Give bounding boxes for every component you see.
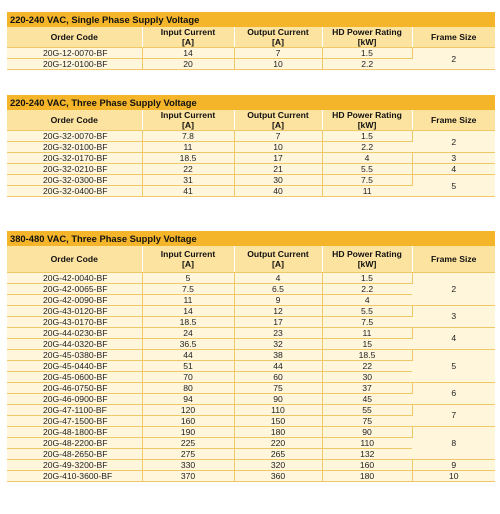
table-row bbox=[7, 153, 495, 164]
frame-size-cell: 2 bbox=[412, 48, 495, 70]
header-order-code: Order Code bbox=[7, 246, 142, 272]
output-current-cell: 110 bbox=[234, 404, 322, 415]
table-row bbox=[7, 404, 495, 415]
order-code-cell: 20G-42-0090-BF bbox=[7, 294, 142, 305]
table-row bbox=[7, 164, 495, 175]
frame-size-cell: 4 bbox=[412, 327, 495, 349]
order-code-cell: 20G-32-0070-BF bbox=[7, 131, 142, 142]
output-current-cell: 4 bbox=[234, 272, 322, 283]
output-current-cell: 40 bbox=[234, 186, 322, 197]
input-current-cell: 7.8 bbox=[142, 131, 234, 142]
table-row bbox=[7, 349, 495, 360]
order-code-cell: 20G-46-0750-BF bbox=[7, 382, 142, 393]
frame-size-cell: 10 bbox=[412, 470, 495, 481]
hd-power-cell: 180 bbox=[322, 470, 412, 481]
hd-power-cell: 7.5 bbox=[322, 175, 412, 186]
order-code-cell: 20G-48-1800-BF bbox=[7, 426, 142, 437]
hd-power-cell: 11 bbox=[322, 327, 412, 338]
output-current-cell: 12 bbox=[234, 305, 322, 316]
input-current-cell: 225 bbox=[142, 437, 234, 448]
section-title: 220-240 VAC, Single Phase Supply Voltage bbox=[7, 12, 495, 27]
table-row bbox=[7, 272, 495, 283]
order-code-cell: 20G-48-2650-BF bbox=[7, 448, 142, 459]
hd-power-cell: 11 bbox=[322, 186, 412, 197]
hd-power-cell: 7.5 bbox=[322, 316, 412, 327]
table-row bbox=[7, 175, 495, 186]
input-current-cell: 24 bbox=[142, 327, 234, 338]
input-current-cell: 18.5 bbox=[142, 316, 234, 327]
output-current-cell: 6.5 bbox=[234, 283, 322, 294]
hd-power-cell: 22 bbox=[322, 360, 412, 371]
hd-power-cell: 30 bbox=[322, 371, 412, 382]
section-three-phase-380 bbox=[7, 231, 495, 482]
hd-power-cell: 1.5 bbox=[322, 48, 412, 59]
hd-power-cell: 5.5 bbox=[322, 164, 412, 175]
section-title: 380-480 VAC, Three Phase Supply Voltage bbox=[7, 231, 495, 246]
header-output-current: Output Current [A] bbox=[234, 27, 322, 48]
input-current-cell: 120 bbox=[142, 404, 234, 415]
order-code-cell: 20G-42-0040-BF bbox=[7, 272, 142, 283]
order-code-cell: 20G-12-0100-BF bbox=[7, 59, 142, 70]
input-current-cell: 94 bbox=[142, 393, 234, 404]
output-current-cell: 30 bbox=[234, 175, 322, 186]
frame-size-cell: 3 bbox=[412, 153, 495, 164]
hd-power-cell: 55 bbox=[322, 404, 412, 415]
input-current-cell: 31 bbox=[142, 175, 234, 186]
hd-power-cell: 2.2 bbox=[322, 283, 412, 294]
frame-size-cell: 2 bbox=[412, 272, 495, 305]
section-three-phase-220 bbox=[7, 95, 495, 197]
input-current-cell: 14 bbox=[142, 48, 234, 59]
hd-power-cell: 2.2 bbox=[322, 142, 412, 153]
hd-power-cell: 5.5 bbox=[322, 305, 412, 316]
order-code-cell: 20G-43-0120-BF bbox=[7, 305, 142, 316]
input-current-cell: 275 bbox=[142, 448, 234, 459]
hd-power-cell: 160 bbox=[322, 459, 412, 470]
section-single-phase-220 bbox=[7, 12, 495, 70]
frame-size-cell: 4 bbox=[412, 164, 495, 175]
hd-power-cell: 4 bbox=[322, 153, 412, 164]
header-input-current: Input Current [A] bbox=[142, 27, 234, 48]
table-row bbox=[7, 459, 495, 470]
header-input-current: Input Current [A] bbox=[142, 246, 234, 272]
ratings-table bbox=[7, 110, 495, 197]
output-current-cell: 10 bbox=[234, 59, 322, 70]
frame-size-cell: 5 bbox=[412, 349, 495, 382]
hd-power-cell: 132 bbox=[322, 448, 412, 459]
output-current-cell: 7 bbox=[234, 48, 322, 59]
header-hd-power: HD Power Rating [kW] bbox=[322, 27, 412, 48]
order-code-cell: 20G-45-0380-BF bbox=[7, 349, 142, 360]
input-current-cell: 41 bbox=[142, 186, 234, 197]
ratings-table bbox=[7, 246, 495, 482]
order-code-cell: 20G-45-0600-BF bbox=[7, 371, 142, 382]
input-current-cell: 7.5 bbox=[142, 283, 234, 294]
header-frame-size: Frame Size bbox=[412, 110, 495, 131]
frame-size-cell: 7 bbox=[412, 404, 495, 426]
order-code-cell: 20G-46-0900-BF bbox=[7, 393, 142, 404]
hd-power-cell: 75 bbox=[322, 415, 412, 426]
hd-power-cell: 1.5 bbox=[322, 272, 412, 283]
hd-power-cell: 45 bbox=[322, 393, 412, 404]
header-output-current: Output Current [A] bbox=[234, 110, 322, 131]
header-hd-power: HD Power Rating [kW] bbox=[322, 110, 412, 131]
output-current-cell: 7 bbox=[234, 131, 322, 142]
header-input-current: Input Current [A] bbox=[142, 110, 234, 131]
header-hd-power: HD Power Rating [kW] bbox=[322, 246, 412, 272]
hd-power-cell: 15 bbox=[322, 338, 412, 349]
output-current-cell: 75 bbox=[234, 382, 322, 393]
order-code-cell: 20G-47-1500-BF bbox=[7, 415, 142, 426]
input-current-cell: 160 bbox=[142, 415, 234, 426]
order-code-cell: 20G-32-0170-BF bbox=[7, 153, 142, 164]
input-current-cell: 80 bbox=[142, 382, 234, 393]
table-row bbox=[7, 470, 495, 481]
input-current-cell: 5 bbox=[142, 272, 234, 283]
hd-power-cell: 18.5 bbox=[322, 349, 412, 360]
output-current-cell: 23 bbox=[234, 327, 322, 338]
output-current-cell: 21 bbox=[234, 164, 322, 175]
table-row bbox=[7, 426, 495, 437]
hd-power-cell: 110 bbox=[322, 437, 412, 448]
input-current-cell: 51 bbox=[142, 360, 234, 371]
header-order-code: Order Code bbox=[7, 27, 142, 48]
input-current-cell: 18.5 bbox=[142, 153, 234, 164]
output-current-cell: 320 bbox=[234, 459, 322, 470]
frame-size-cell: 8 bbox=[412, 426, 495, 459]
order-code-cell: 20G-32-0210-BF bbox=[7, 164, 142, 175]
output-current-cell: 180 bbox=[234, 426, 322, 437]
input-current-cell: 330 bbox=[142, 459, 234, 470]
output-current-cell: 17 bbox=[234, 316, 322, 327]
output-current-cell: 90 bbox=[234, 393, 322, 404]
order-code-cell: 20G-32-0400-BF bbox=[7, 186, 142, 197]
output-current-cell: 9 bbox=[234, 294, 322, 305]
input-current-cell: 11 bbox=[142, 294, 234, 305]
order-code-cell: 20G-44-0230-BF bbox=[7, 327, 142, 338]
order-code-cell: 20G-45-0440-BF bbox=[7, 360, 142, 371]
input-current-cell: 70 bbox=[142, 371, 234, 382]
frame-size-cell: 3 bbox=[412, 305, 495, 327]
output-current-cell: 360 bbox=[234, 470, 322, 481]
order-code-cell: 20G-42-0065-BF bbox=[7, 283, 142, 294]
input-current-cell: 190 bbox=[142, 426, 234, 437]
order-code-cell: 20G-32-0300-BF bbox=[7, 175, 142, 186]
header-order-code: Order Code bbox=[7, 110, 142, 131]
input-current-cell: 36.5 bbox=[142, 338, 234, 349]
frame-size-cell: 6 bbox=[412, 382, 495, 404]
order-code-cell: 20G-12-0070-BF bbox=[7, 48, 142, 59]
order-code-cell: 20G-410-3600-BF bbox=[7, 470, 142, 481]
input-current-cell: 370 bbox=[142, 470, 234, 481]
hd-power-cell: 2.2 bbox=[322, 59, 412, 70]
order-code-cell: 20G-49-3200-BF bbox=[7, 459, 142, 470]
frame-size-cell: 9 bbox=[412, 459, 495, 470]
input-current-cell: 11 bbox=[142, 142, 234, 153]
output-current-cell: 44 bbox=[234, 360, 322, 371]
output-current-cell: 60 bbox=[234, 371, 322, 382]
header-output-current: Output Current [A] bbox=[234, 246, 322, 272]
order-code-cell: 20G-44-0320-BF bbox=[7, 338, 142, 349]
output-current-cell: 38 bbox=[234, 349, 322, 360]
output-current-cell: 17 bbox=[234, 153, 322, 164]
table-row bbox=[7, 305, 495, 316]
ratings-table bbox=[7, 27, 495, 70]
output-current-cell: 265 bbox=[234, 448, 322, 459]
output-current-cell: 10 bbox=[234, 142, 322, 153]
hd-power-cell: 4 bbox=[322, 294, 412, 305]
order-code-cell: 20G-43-0170-BF bbox=[7, 316, 142, 327]
output-current-cell: 150 bbox=[234, 415, 322, 426]
input-current-cell: 20 bbox=[142, 59, 234, 70]
output-current-cell: 220 bbox=[234, 437, 322, 448]
table-row bbox=[7, 327, 495, 338]
frame-size-cell: 2 bbox=[412, 131, 495, 153]
table-row bbox=[7, 48, 495, 59]
table-row bbox=[7, 382, 495, 393]
hd-power-cell: 90 bbox=[322, 426, 412, 437]
order-code-cell: 20G-48-2200-BF bbox=[7, 437, 142, 448]
table-row bbox=[7, 131, 495, 142]
order-code-cell: 20G-47-1100-BF bbox=[7, 404, 142, 415]
header-frame-size: Frame Size bbox=[412, 27, 495, 48]
input-current-cell: 14 bbox=[142, 305, 234, 316]
order-code-cell: 20G-32-0100-BF bbox=[7, 142, 142, 153]
input-current-cell: 44 bbox=[142, 349, 234, 360]
frame-size-cell: 5 bbox=[412, 175, 495, 197]
hd-power-cell: 1.5 bbox=[322, 131, 412, 142]
section-title: 220-240 VAC, Three Phase Supply Voltage bbox=[7, 95, 495, 110]
hd-power-cell: 37 bbox=[322, 382, 412, 393]
input-current-cell: 22 bbox=[142, 164, 234, 175]
header-frame-size: Frame Size bbox=[412, 246, 495, 272]
output-current-cell: 32 bbox=[234, 338, 322, 349]
